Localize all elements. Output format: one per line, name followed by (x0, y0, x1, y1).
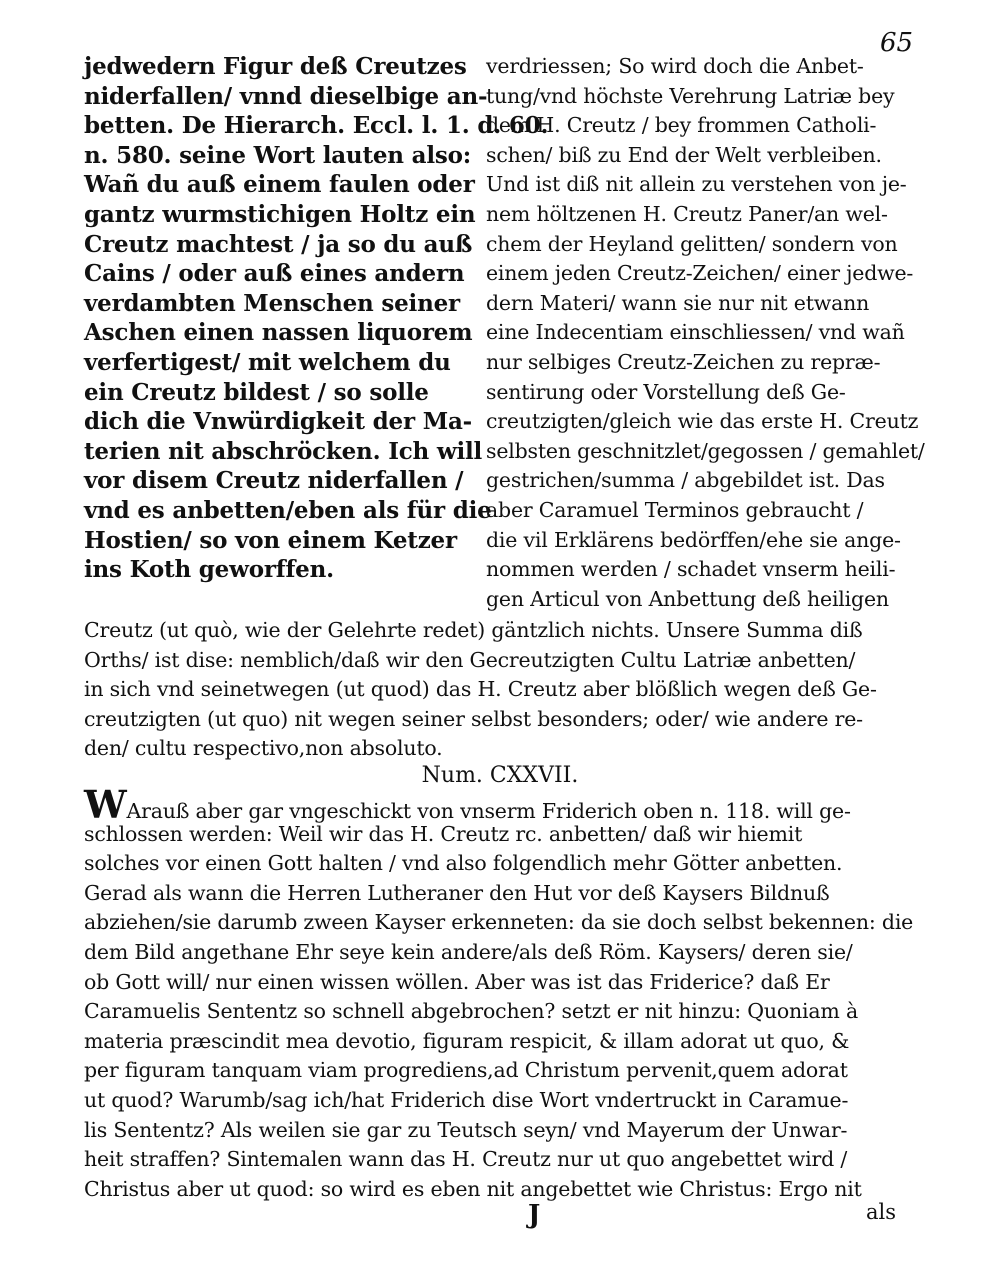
text-line: ob Gott will/ nur einen wissen wöllen. Aber was ist das Friderice? daß Er (84, 969, 830, 994)
text-line: den/ cultu respectivo,non absoluto. (84, 736, 443, 761)
text-line: lis Sententz? Als weilen sie gar zu Teutsch seyn/ vnd Mayerum der Unwar- (84, 1117, 848, 1142)
text-line: dern Materi/ wann sie nur nit etwann (486, 290, 870, 315)
text-line: einem jeden Creutz-Zeichen/ einer jedwe- (486, 261, 914, 286)
text-line: per figuram tanquam viam progrediens,ad Christum pervenit,quem adorat (84, 1058, 848, 1083)
text-line: ins Koth geworffen. (84, 556, 334, 584)
text-line: Hostien/ so von einem Ketzer (84, 526, 457, 554)
section-heading: Num. CXXVII. (421, 763, 579, 788)
text-line: gen Articul von Anbettung deß heiligen (486, 586, 889, 611)
text-line: in sich vnd seinetwegen (ut quod) das H. Creutz aber blößlich wegen deß Ge- (84, 677, 877, 702)
text-line: nommen werden / schadet vnserm heili- (486, 557, 896, 582)
text-line: vor disem Creutz niderfallen / (84, 467, 464, 495)
text-line: selbsten geschnitzlet/gegossen / gemahlet/ (486, 438, 925, 463)
text-line: creutzigten (ut quo) nit wegen seiner selbst besonders; oder/ wie andere re- (84, 706, 863, 731)
text-line: nur selbiges Creutz-Zeichen zu repræ- (486, 349, 881, 374)
text-line: verdriessen; So wird doch die Anbet- (486, 54, 864, 78)
text-line: materia præscindit mea devotio, figuram respicit, & illam adorat ut quo, & (84, 1028, 850, 1053)
text-line: solches vor einen Gott halten / vnd also folgendlich mehr Götter anbetten. (84, 851, 843, 876)
text-line: niderfallen/ vnnd dieselbige an- (84, 82, 488, 110)
text-line: terien nit abschröcken. Ich will (84, 437, 483, 465)
text-line: verfertigest/ mit welchem du (84, 348, 451, 376)
drop-cap: W (84, 782, 127, 827)
text-line: sentirung oder Vorstellung deß Ge- (486, 379, 846, 404)
text-line: Caramuelis Sententz so schnell abgebrochen? setzt er nit hinzu: Quoniam à (84, 999, 858, 1024)
text-line: Christus aber ut quod: so wird es eben nit angebettet wie Christus: Ergo nit (84, 1176, 862, 1201)
text-line: die vil Erklärens bedörffen/ehe sie ange- (486, 527, 901, 552)
text-line: Orths/ ist dise: nemblich/daß wir den Gecreutzigten Cultu Latriæ anbetten/ (84, 647, 856, 672)
text-line: jedwedern Figur deß Creutzes (84, 53, 467, 80)
full-width-paragraph-1 (84, 616, 924, 764)
signature-mark: J (528, 1200, 541, 1230)
text-line: dich die Vnwürdigkeit der Ma- (84, 408, 473, 436)
text-line: Cains / oder auß eines andern (84, 260, 465, 288)
page-number: 65 (880, 28, 914, 58)
text-line: Gerad als wann die Herren Lutheraner den Hut vor deß Kaysers Bildnuß (84, 880, 830, 905)
text-line: aber Caramuel Terminos gebraucht / (486, 497, 864, 522)
text-line: Creutz (ut quò, wie der Gelehrte redet) gäntzlich nichts. Unsere Summa diß (84, 618, 863, 642)
left-column (84, 52, 549, 585)
text-line: Creutz machtest / ja so du auß (84, 230, 473, 258)
text-line: eine Indecentiam einschliessen/ vnd wañ (486, 320, 905, 345)
text-line-rest: Arauß aber gar vngeschickt von vnserm Friderich oben n. 118. will ge- (126, 799, 851, 823)
text-line: verdambten Menschen seiner (84, 289, 460, 317)
text-line: dem H. Creutz / bey frommen Catholi- (486, 113, 877, 138)
text-line: gestrichen/summa / abgebildet ist. Das (486, 468, 885, 493)
catchword: als (866, 1200, 897, 1224)
text-line: Wañ du auß einem faulen oder (84, 171, 475, 199)
text-line: betten. De Hierarch. Eccl. l. 1. d. 60. (84, 112, 549, 140)
text-line: vnd es anbetten/eben als für die (84, 496, 492, 524)
text-line: Aschen einen nassen liquorem (84, 319, 473, 347)
text-line (84, 782, 924, 827)
text-line: gantz wurmstichigen Holtz ein (84, 200, 476, 228)
text-line: creutzigten/gleich wie das erste H. Creutz (486, 409, 919, 434)
full-width-paragraph-2 (84, 782, 924, 1204)
text-line: n. 580. seine Wort lauten also: (84, 141, 472, 169)
text-line: ut quod? Warumb/sag ich/hat Friderich dise Wort vndertruckt in Caramue- (84, 1087, 849, 1112)
text-line: schen/ biß zu End der Welt verbleiben. (486, 142, 882, 167)
text-line: tung/vnd höchste Verehrung Latriæ bey (486, 83, 895, 108)
text-line: Und ist diß nit allein zu verstehen von je- (486, 172, 907, 197)
text-line: schlossen werden: Weil wir das H. Creutz rc. anbetten/ daß wir hiemit (84, 821, 803, 846)
right-column (486, 52, 924, 614)
text-line: heit straffen? Sintemalen wann das H. Creutz nur ut quo angebettet wird / (84, 1147, 848, 1172)
text-line: abziehen/sie darumb zween Kayser erkenneten: da sie doch selbst bekennen: die (84, 910, 914, 935)
text-line: nem höltzenen H. Creutz Paner/an wel- (486, 201, 888, 226)
text-line: chem der Heyland gelitten/ sondern von (486, 231, 898, 256)
text-line: ein Creutz bildest / so solle (84, 378, 429, 406)
text-line: dem Bild angethane Ehr seye kein andere/als deß Röm. Kaysers/ deren sie/ (84, 939, 853, 964)
